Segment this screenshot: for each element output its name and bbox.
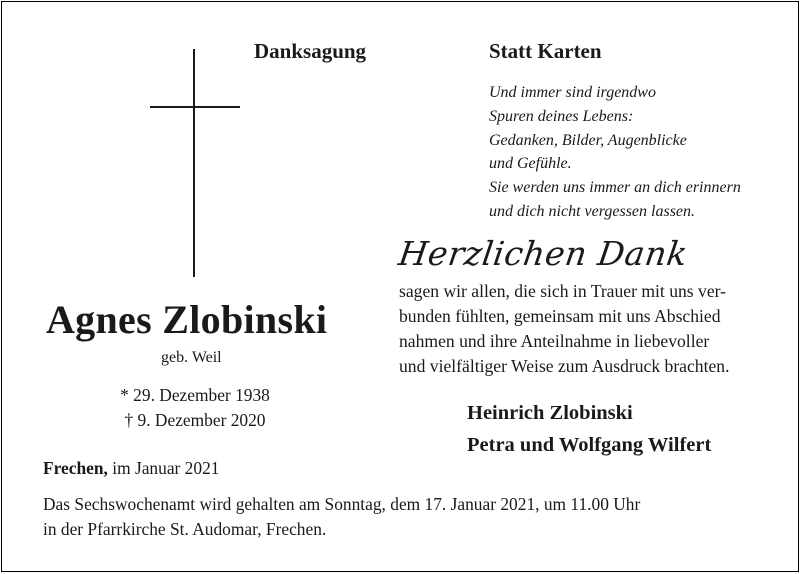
place-month: im Januar 2021 <box>107 458 220 478</box>
service-line: Das Sechswochenamt wird gehalten am Sonntag, dem 17. Januar 2021, um 11.00 Uhr <box>43 494 641 514</box>
poem <box>489 81 741 224</box>
heading-danksagung: Danksagung <box>254 39 367 63</box>
thanks-line: und vielfältiger Weise zum Ausdruck brachten. <box>399 356 730 376</box>
cross-icon-horizontal <box>150 106 240 108</box>
place-date <box>43 458 219 479</box>
cross-icon-vertical <box>193 49 195 277</box>
birth-date: * 29. Dezember 1938 <box>120 385 270 405</box>
poem-line: Sie werden uns immer an dich erinnern <box>489 179 741 197</box>
poem-line: Spuren deines Lebens: <box>489 107 634 125</box>
poem-line: und Gefühle. <box>489 155 572 173</box>
born-name: geb. Weil <box>161 349 222 366</box>
service-line: in der Pfarrkirche St. Audomar, Frechen. <box>43 518 327 539</box>
life-dates <box>115 383 275 433</box>
signer-name: Petra und Wolfgang Wilfert <box>467 434 712 456</box>
heading-statt-karten: Statt Karten <box>489 39 602 63</box>
thanks-line: bunden fühlten, gemeinsam mit uns Abschied <box>399 306 721 326</box>
obituary-card <box>1 1 799 572</box>
poem-line: Gedanken, Bilder, Augenblicke <box>489 131 687 149</box>
thanks-line: nahmen und ihre Anteilnahme in liebevoller <box>399 331 710 351</box>
deceased-name: Agnes Zlobinski <box>46 297 328 342</box>
signer-name: Heinrich Zlobinski <box>467 402 633 424</box>
thanks-text <box>399 279 729 379</box>
place-city: Frechen, <box>43 458 108 478</box>
poem-line: Und immer sind irgendwo <box>489 84 656 101</box>
signers <box>467 397 711 461</box>
death-date: † 9. Dezember 2020 <box>124 410 266 430</box>
service-info <box>43 492 640 541</box>
poem-line: und dich nicht vergessen lassen. <box>489 202 696 220</box>
thanks-title: Herzlichen Dank <box>396 234 691 273</box>
thanks-line: sagen wir allen, die sich in Trauer mit uns ver- <box>399 281 727 301</box>
